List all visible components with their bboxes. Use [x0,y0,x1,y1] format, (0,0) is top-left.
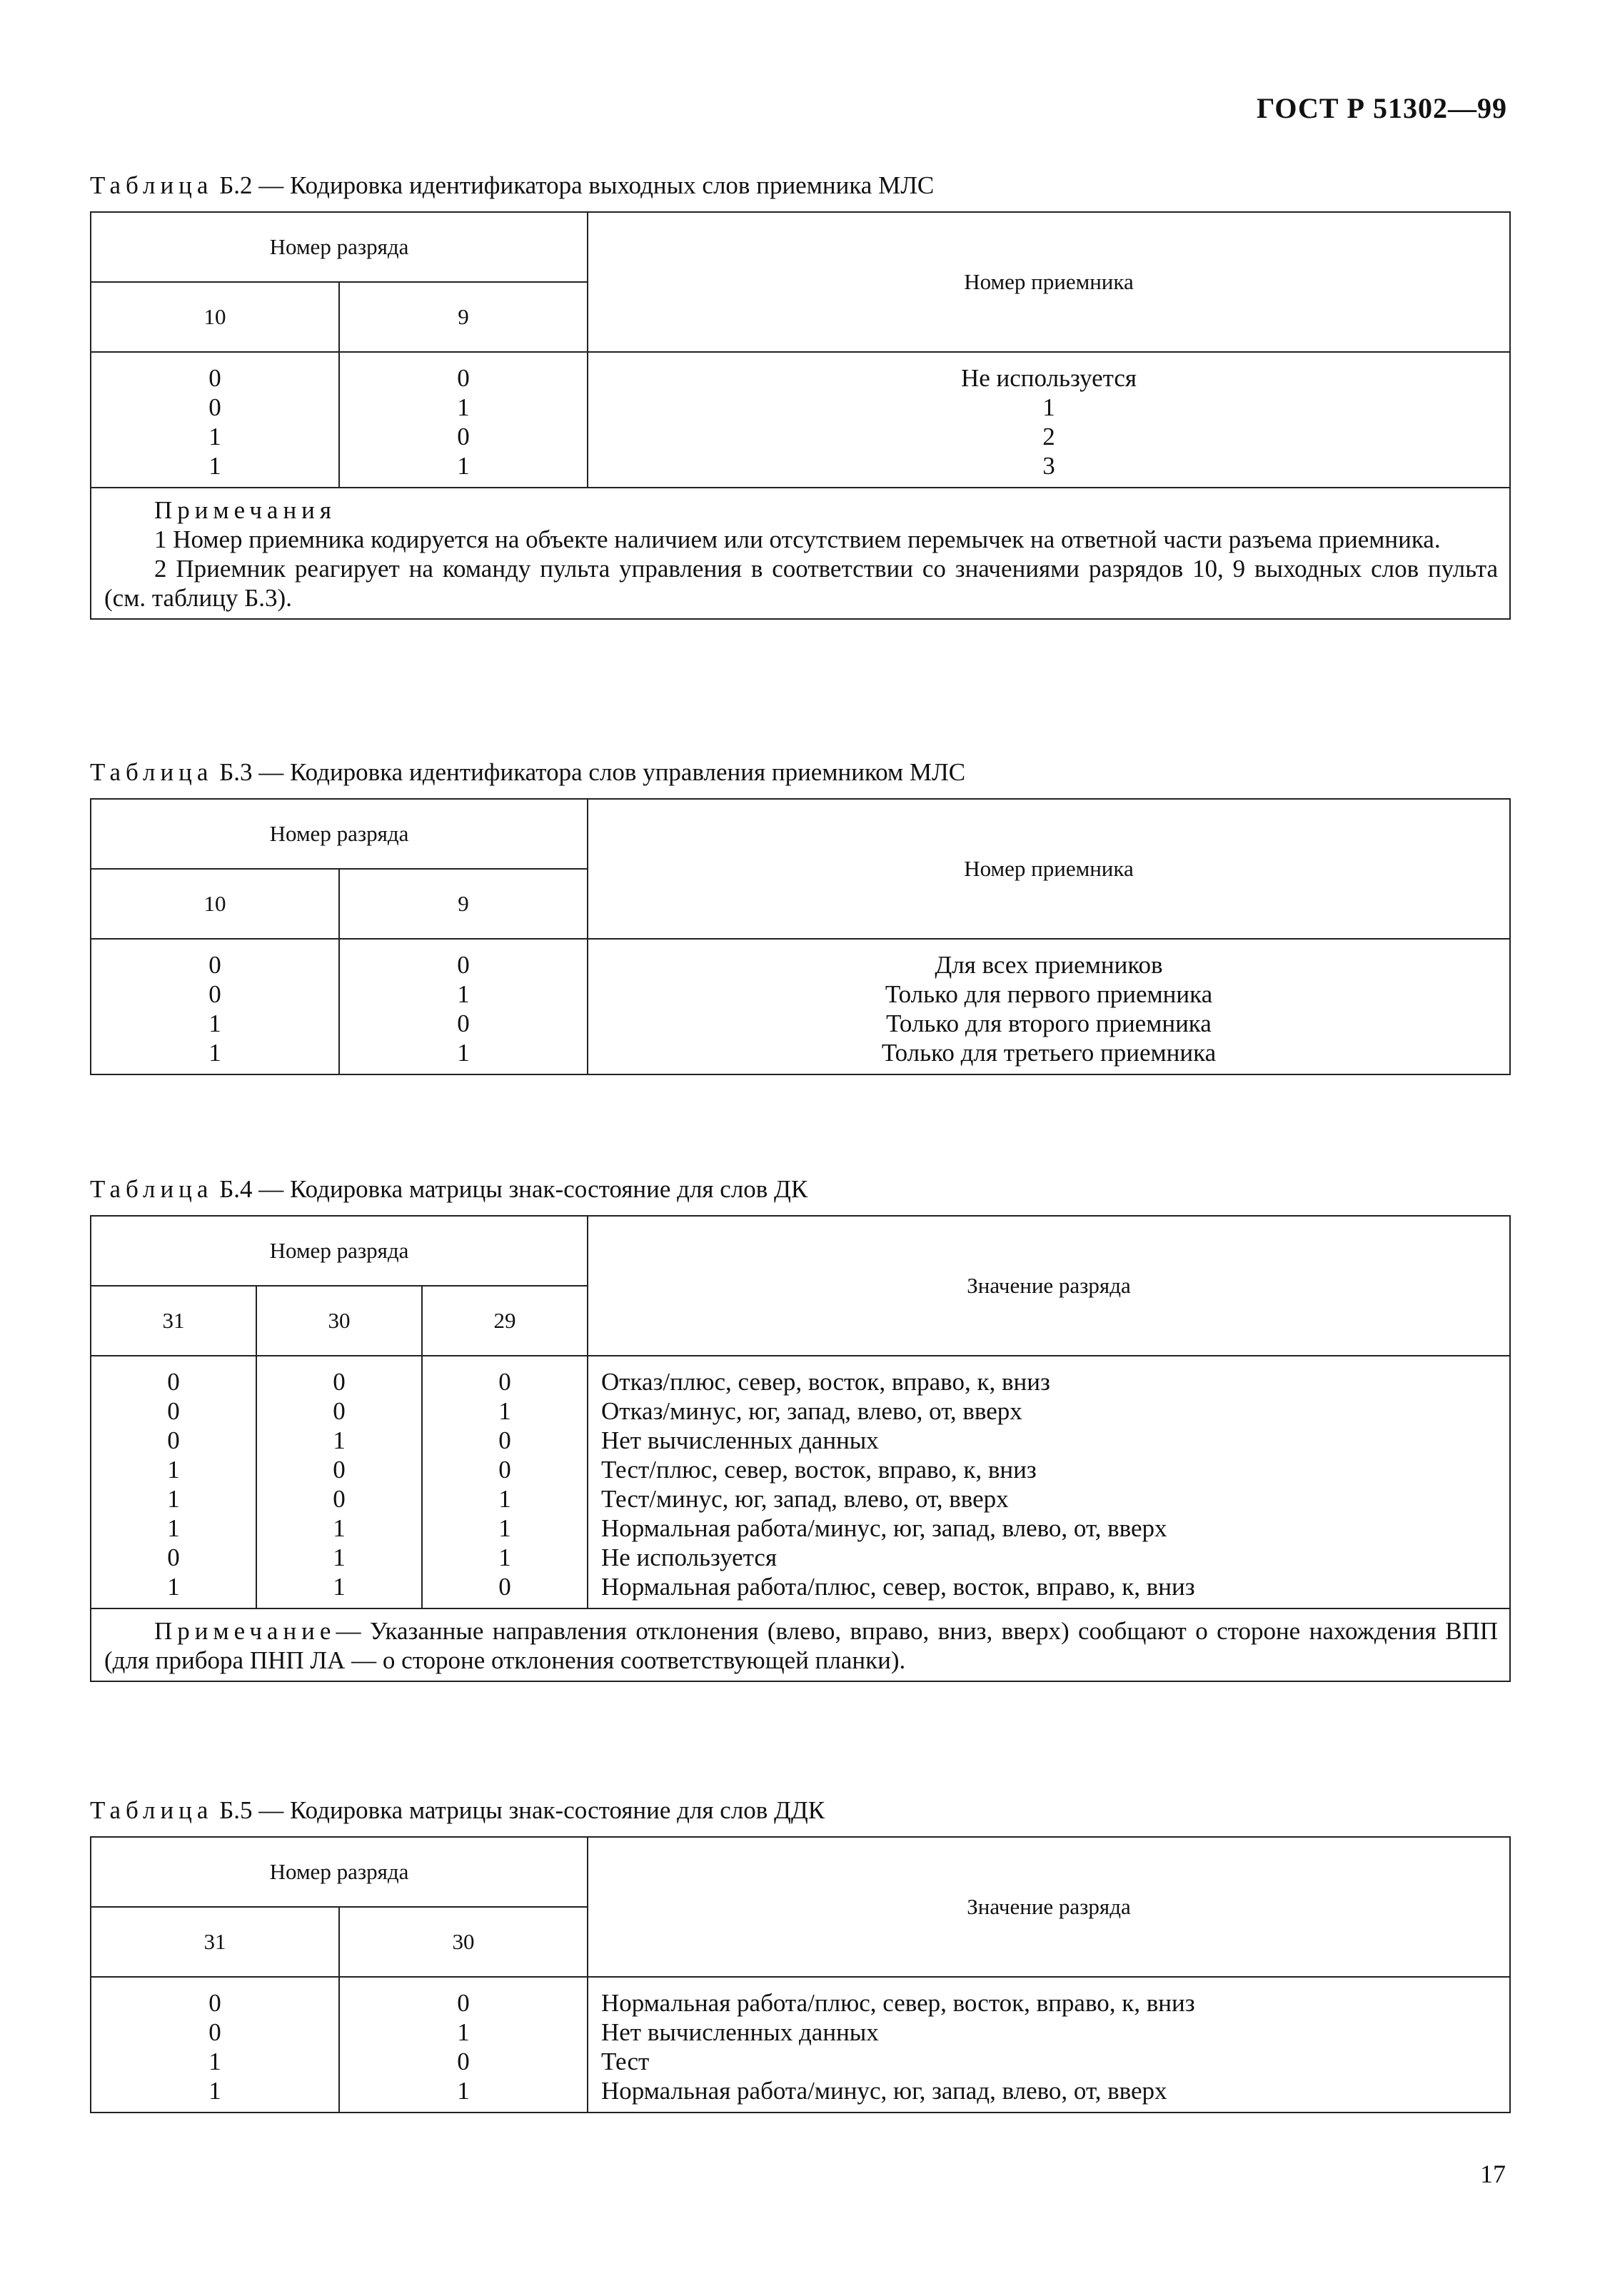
cell: Только для третьего приемника [881,1039,1217,1067]
caption-text: Б.2 — Кодировка идентификатора выходных слов приемника МЛС [219,171,935,199]
header-bit-group: Номер разряда [91,1216,588,1286]
cell: 1 [498,1397,511,1425]
caption-prefix: Таблица [90,1796,213,1824]
header-bit-9: 9 [339,869,588,939]
cell: 0 [167,1426,180,1454]
column-bit-10 [91,939,339,1074]
cell: 3 [1042,452,1055,480]
cell: 1 [167,1573,180,1601]
column-bit-9 [339,352,588,488]
page-number: 17 [1480,2160,1506,2188]
cell: 0 [167,1397,180,1425]
cell: 1 [457,1039,470,1067]
table-b2 [90,211,1511,620]
document-number: ГОСТ Р 51302—99 [1256,92,1507,124]
cell: Отказ/минус, юг, запад, влево, от, вверх [601,1397,1022,1425]
cell: 1 [333,1544,346,1571]
cell: 1 [498,1485,511,1513]
column-bit-31 [91,1356,256,1608]
notes-title: Примечания [154,496,337,524]
caption-prefix: Таблица [90,758,213,786]
cell: 1 [333,1426,346,1454]
header-bit-30: 30 [339,1907,588,1977]
table-b2-notes [91,488,1510,619]
table-b5 [90,1836,1511,2113]
cell: 1 [167,1485,180,1513]
cell: Нормальная работа/минус, юг, запад, влево, от, вверх [601,1514,1167,1542]
cell: 1 [457,2077,470,2105]
column-value [588,939,1510,1074]
caption-prefix: Таблица [90,171,213,199]
cell: 1 [457,452,470,480]
table-b4-caption [90,1175,807,1204]
cell: 0 [208,980,221,1008]
header-value: Значение разряда [588,1837,1510,1977]
column-value [588,1356,1510,1608]
cell: Не используется [601,1544,778,1571]
cell: Для всех приемников [935,951,1163,979]
cell: 0 [498,1573,511,1601]
cell: Нет вычисленных данных [601,1426,879,1454]
cell: 0 [333,1485,346,1513]
table-b4-note [91,1608,1510,1681]
cell: 0 [208,2018,221,2046]
cell: 1 [208,423,221,450]
cell: 0 [208,393,221,421]
cell: 1 [167,1514,180,1542]
caption-text: Б.5 — Кодировка матрицы знак-состояние для слов ДДК [219,1796,825,1824]
column-value [588,352,1510,488]
column-bit-10 [91,352,339,488]
header-bit-31: 31 [91,1286,256,1356]
cell: 0 [167,1544,180,1571]
cell: 1 [1042,393,1055,421]
header-bit-10: 10 [91,282,339,352]
header-bit-29: 29 [422,1286,588,1356]
column-bit-9 [339,939,588,1074]
cell: 0 [498,1368,511,1396]
table-b3-caption [90,758,965,787]
cell: 0 [333,1368,346,1396]
header-value: Значение разряда [588,1216,1510,1356]
caption-text: Б.3 — Кодировка идентификатора слов управления приемником МЛС [219,758,966,786]
column-bit-29 [422,1356,588,1608]
table-b4 [90,1215,1511,1682]
cell: 1 [208,2077,221,2105]
header-bit-10: 10 [91,869,339,939]
column-bit-30 [256,1356,422,1608]
cell: 1 [498,1544,511,1571]
note-1: 1 Номер приемника кодируется на объекте наличием или отсутствием перемычек на ответной части разъема приемника. [154,525,1441,553]
cell: Нормальная работа/плюс, север, восток, вправо, к, вниз [601,1989,1195,2017]
cell: 1 [333,1514,346,1542]
note-text: — Указанные направления отклонения (влево, вправо, вниз, вверх) сообщают о стороне нахождения ВПП (для прибора ПНП ЛА — о стороне отклонения соответствующей планки). [104,1617,1498,1674]
column-bit-30 [339,1977,588,2113]
column-value [588,1977,1510,2113]
cell: 1 [457,980,470,1008]
cell: 1 [457,393,470,421]
cell: 1 [208,1039,221,1067]
header-value: Номер приемника [588,212,1510,352]
cell: Тест/минус, юг, запад, влево, от, вверх [601,1485,1009,1513]
caption-text: Б.4 — Кодировка матрицы знак-состояние для слов ДК [219,1175,808,1203]
cell: Нормальная работа/плюс, север, восток, вправо, к, вниз [601,1573,1195,1601]
header-bit-9: 9 [339,282,588,352]
header-bit-31: 31 [91,1907,339,1977]
note-label: Примечание [154,1617,336,1645]
cell: 1 [457,2018,470,2046]
cell: 0 [208,364,221,392]
cell: 0 [457,1009,470,1037]
cell: 1 [208,2048,221,2075]
cell: 1 [333,1573,346,1601]
cell: 0 [208,1989,221,2017]
cell: 0 [457,2048,470,2075]
cell: Нет вычисленных данных [601,2018,879,2046]
cell: 1 [498,1514,511,1542]
cell: 0 [498,1456,511,1484]
cell: 0 [498,1426,511,1454]
cell: 0 [457,423,470,450]
header-bit-group: Номер разряда [91,212,588,282]
cell: Не используется [960,364,1137,392]
header-bit-30: 30 [256,1286,422,1356]
cell: 2 [1042,423,1055,450]
cell: 0 [457,951,470,979]
cell: Нормальная работа/минус, юг, запад, влево, от, вверх [601,2077,1167,2105]
cell: 0 [208,951,221,979]
cell: 0 [457,1989,470,2017]
note-2: 2 Приемник реагирует на команду пульта управления в соответствии со значениями разрядов 10, 9 выходных слов пульта (см. таблицу Б.3). [104,555,1498,612]
cell: 1 [208,1009,221,1037]
table-b2-caption [90,171,934,200]
table-b5-caption [90,1796,825,1825]
header-bit-group: Номер разряда [91,799,588,869]
cell: Тест/плюс, север, восток, вправо, к, вниз [601,1456,1037,1484]
cell: 1 [167,1456,180,1484]
header-bit-group: Номер разряда [91,1837,588,1907]
cell: 0 [333,1456,346,1484]
cell: Тест [601,2048,650,2075]
table-b3 [90,798,1511,1075]
column-bit-31 [91,1977,339,2113]
cell: Только для второго приемника [886,1009,1212,1037]
header-value: Номер приемника [588,799,1510,939]
cell: 0 [457,364,470,392]
cell: 0 [333,1397,346,1425]
cell: Только для первого приемника [885,980,1213,1008]
cell: Отказ/плюс, север, восток, вправо, к, вниз [601,1368,1050,1396]
cell: 1 [208,452,221,480]
caption-prefix: Таблица [90,1175,213,1203]
cell: 0 [167,1368,180,1396]
